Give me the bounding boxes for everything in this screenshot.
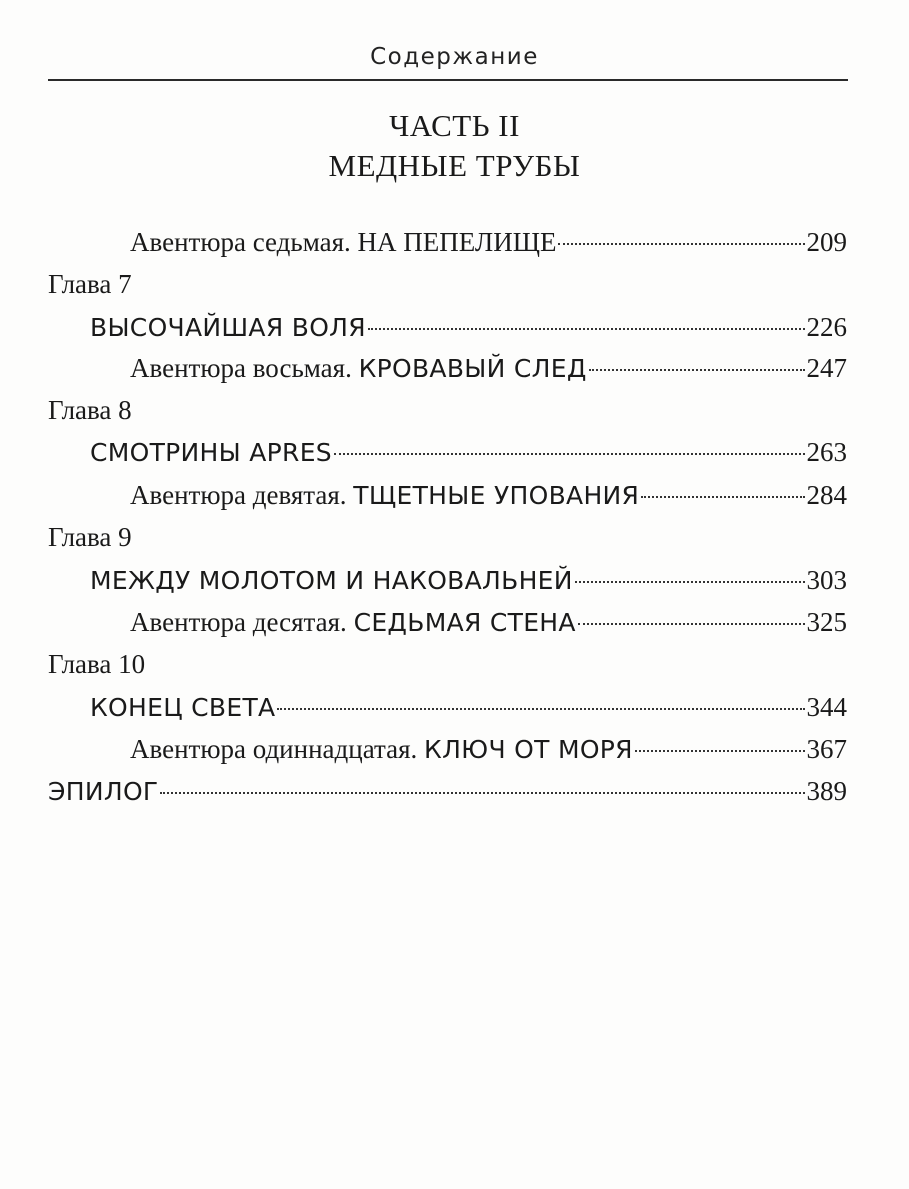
entry-title: КРОВАВЫЙ СЛЕД <box>358 354 587 383</box>
part-number: ЧАСТЬ II <box>389 108 520 143</box>
page-number: 389 <box>806 776 847 806</box>
dot-leader <box>277 708 804 710</box>
dot-leader <box>558 243 804 245</box>
page-number: 344 <box>806 692 847 722</box>
entry-prefix: Авентюра девятая. <box>130 480 354 510</box>
header-rule <box>48 79 848 81</box>
entry-title: ТЩЕТНЫЕ УПОВАНИЯ <box>353 481 640 510</box>
toc-entry-chapter <box>90 436 847 469</box>
page-number: 263 <box>806 437 847 467</box>
dot-leader <box>334 453 805 455</box>
toc-entry-chapter <box>90 691 847 724</box>
dot-leader <box>160 792 804 794</box>
entry-prefix: Авентюра одиннадцатая. <box>130 734 425 764</box>
dot-leader <box>589 369 805 371</box>
entry-prefix: Авентюра седьмая. <box>130 227 358 257</box>
dot-leader <box>575 581 805 583</box>
toc-entry-aventura <box>130 479 847 512</box>
dot-leader <box>641 496 804 498</box>
entry-title: МЕЖДУ МОЛОТОМ И НАКОВАЛЬНЕЙ <box>90 566 573 595</box>
entry-title: КОНЕЦ СВЕТА <box>90 693 276 722</box>
entry-prefix: Авентюра восьмая. <box>130 353 359 383</box>
toc-entry-aventura <box>130 733 847 766</box>
page-number: 325 <box>806 607 847 637</box>
page-number: 209 <box>806 227 847 257</box>
entry-title: КЛЮЧ ОТ МОРЯ <box>424 735 633 764</box>
entry-title: ЭПИЛОГ <box>48 777 159 806</box>
page-number: 226 <box>806 312 847 342</box>
toc-entry-aventura <box>130 352 847 385</box>
entry-title: СЕДЬМАЯ СТЕНА <box>353 608 576 637</box>
toc-entry-chapter <box>90 564 847 597</box>
page-number: 284 <box>806 480 847 510</box>
running-header: Содержание <box>370 44 539 70</box>
dot-leader <box>578 623 805 625</box>
dot-leader <box>368 328 805 330</box>
toc-entry-epilogue <box>48 775 847 808</box>
entry-title: СМОТРИНЫ APRES <box>90 438 332 467</box>
part-name: МЕДНЫЕ ТРУБЫ <box>328 148 581 183</box>
page-number: 303 <box>806 565 847 595</box>
dot-leader <box>635 750 805 752</box>
entry-title: НА ПЕПЕЛИЩЕ <box>357 227 557 257</box>
toc-entry-aventura <box>130 226 847 258</box>
page-number: 367 <box>806 734 847 764</box>
chapter-label: Глава 9 <box>48 522 132 552</box>
chapter-label: Глава 7 <box>48 269 132 299</box>
chapter-label: Глава 8 <box>48 395 132 425</box>
toc-entry-chapter <box>90 311 847 344</box>
entry-title: ВЫСОЧАЙШАЯ ВОЛЯ <box>90 313 366 342</box>
chapter-label: Глава 10 <box>48 649 146 679</box>
entry-prefix: Авентюра десятая. <box>130 607 354 637</box>
page-number: 247 <box>806 353 847 383</box>
toc-entry-aventura <box>130 606 847 639</box>
